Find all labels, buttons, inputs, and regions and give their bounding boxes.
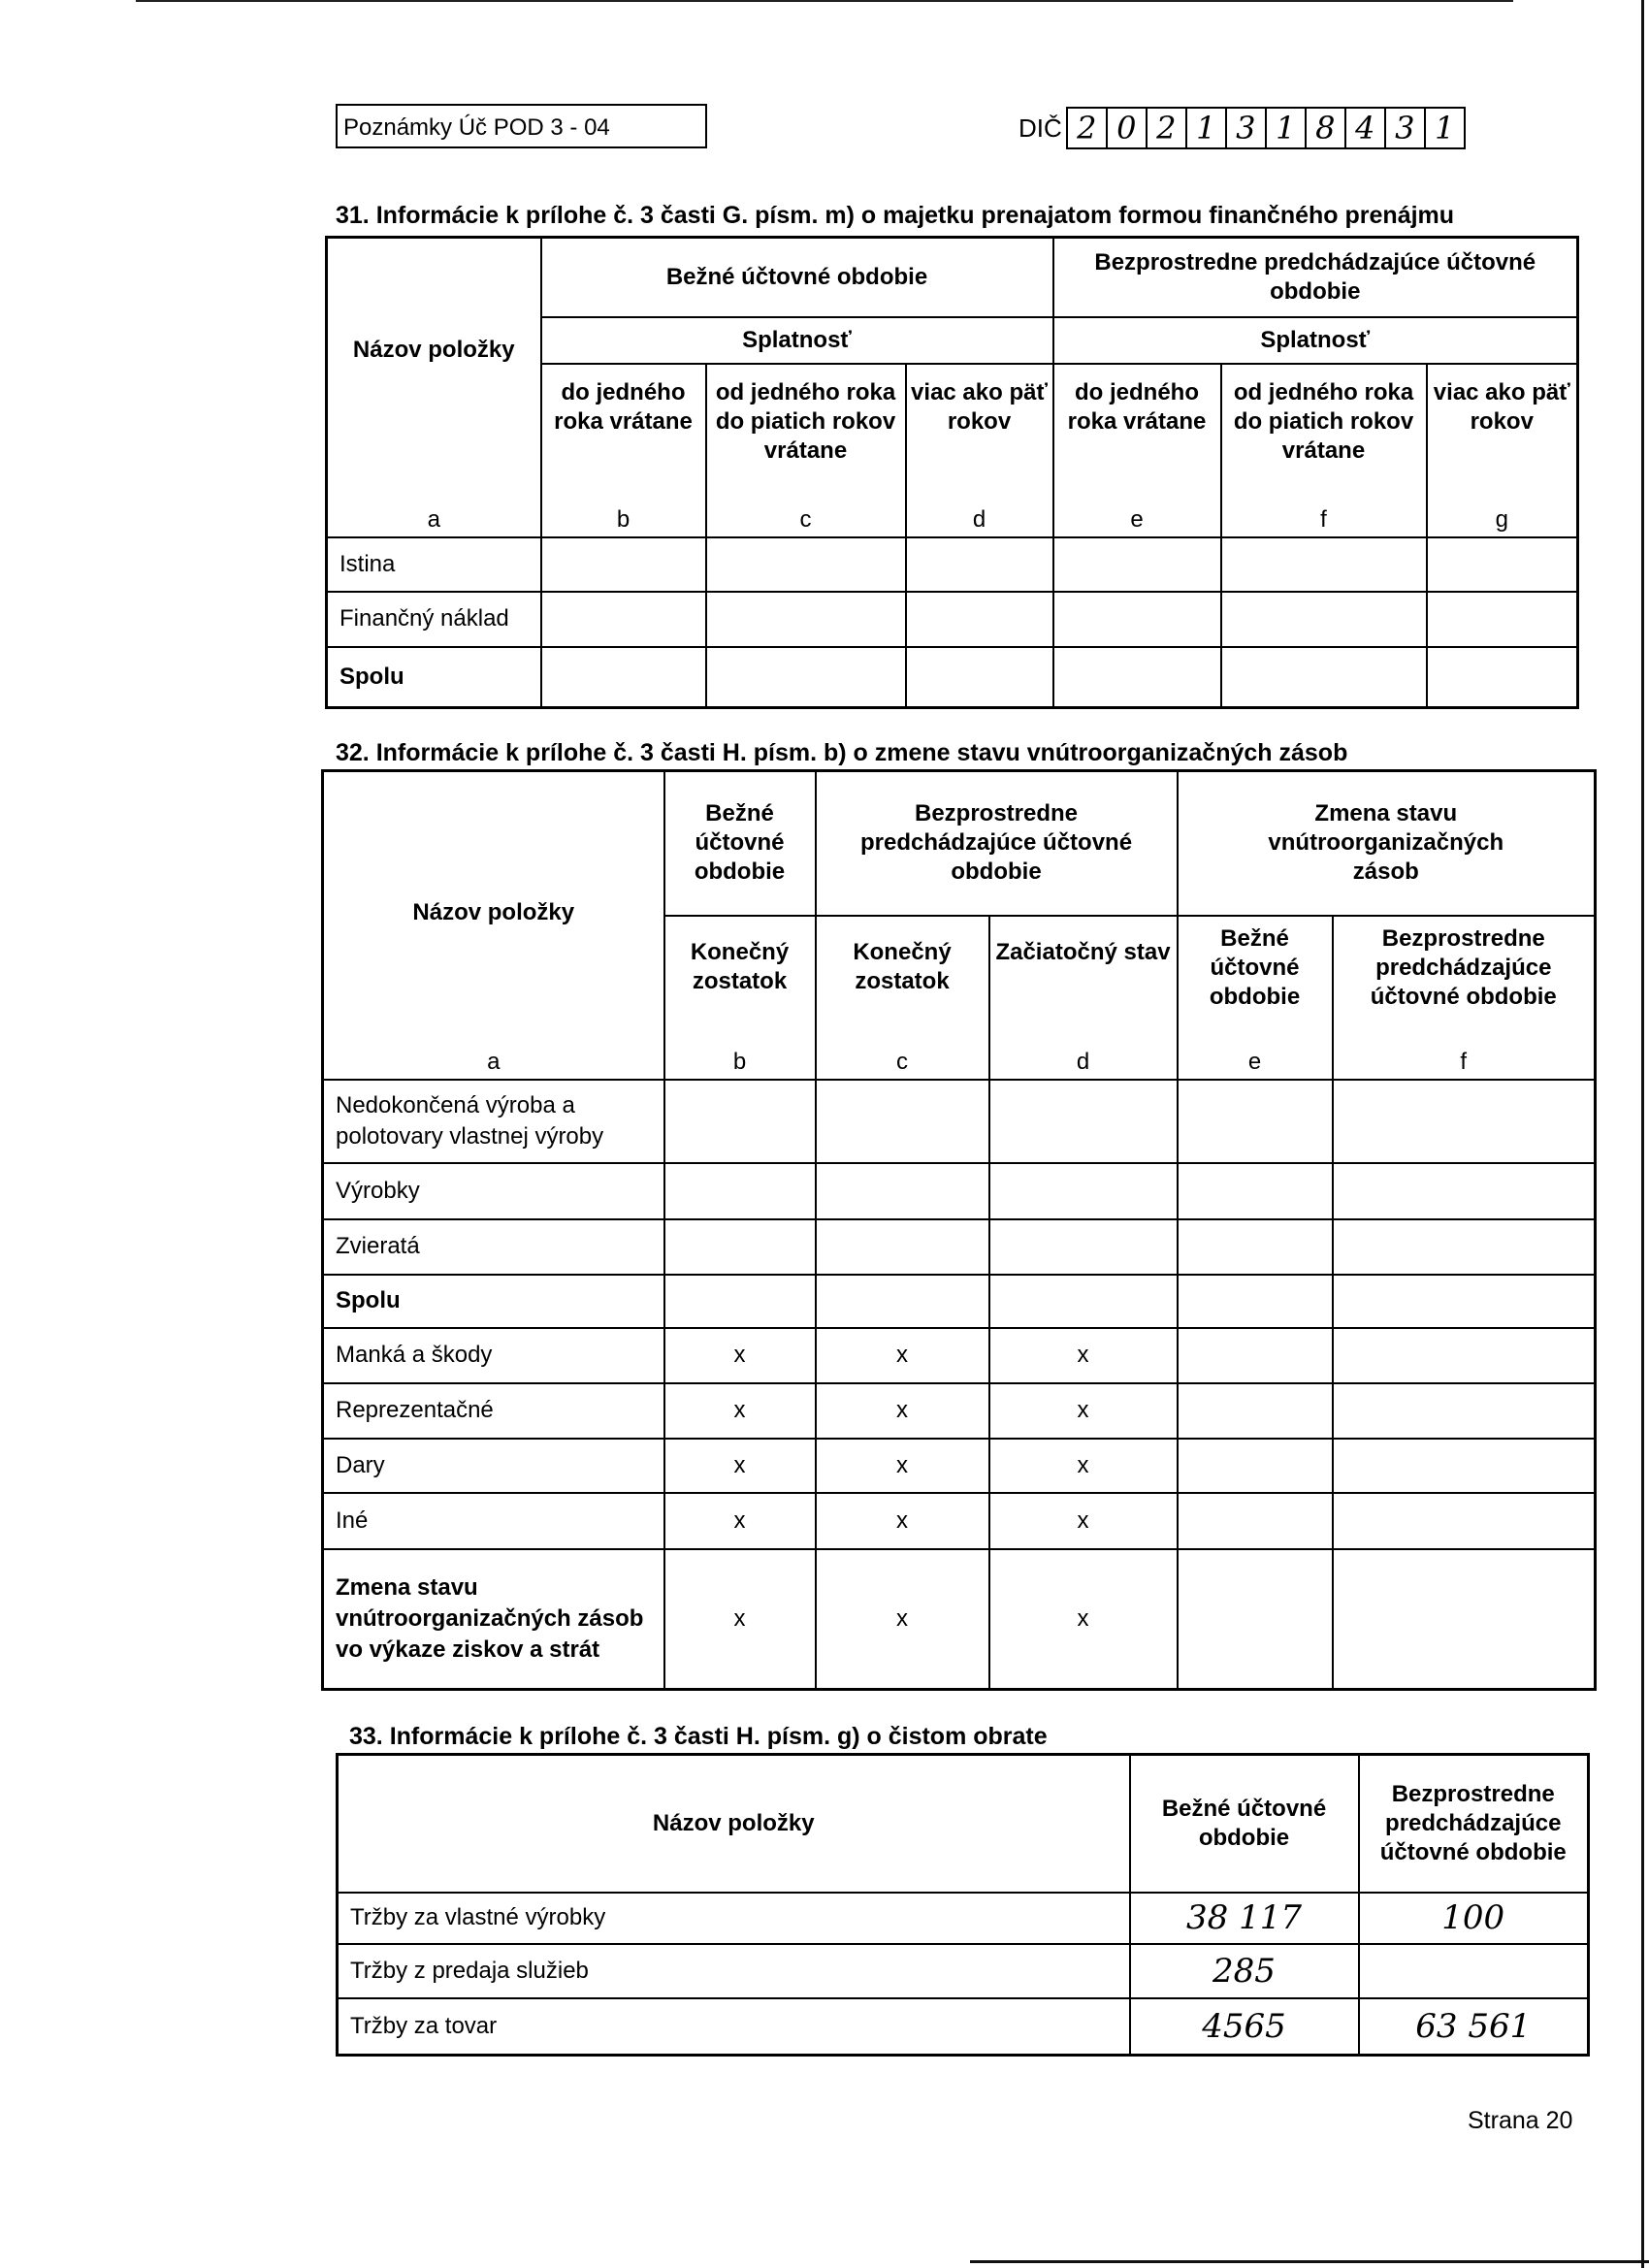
value-cell[interactable] (706, 647, 906, 708)
value-cell[interactable] (1053, 647, 1221, 708)
subheader: Začiatočný stav d (989, 916, 1178, 1080)
row-label: Tržby za vlastné výrobky (338, 1893, 1130, 1944)
current-value[interactable]: 38 117 (1130, 1893, 1359, 1944)
bottom-rule (970, 2260, 1649, 2263)
value-cell[interactable] (1178, 1549, 1333, 1690)
value-cell[interactable] (541, 647, 706, 708)
row-label: Manká a škody (323, 1328, 664, 1383)
section-32-title: 32. Informácie k prílohe č. 3 časti H. písm. b) o zmene stavu vnútroorganizačných zásob (336, 739, 1348, 766)
value-cell[interactable] (989, 1080, 1178, 1163)
maturity-subheader: od jedného roka do piatich rokov vrátane f (1221, 364, 1427, 537)
not-applicable-mark: x (816, 1383, 989, 1439)
row-label: Zmena stavu vnútroorganizačných zásob vo výkaze ziskov a strát (323, 1549, 664, 1690)
maturity-subheader: viac ako päť rokov d (906, 364, 1053, 537)
table-row (327, 647, 1578, 708)
subheader: Bežné účtovné obdobie e (1178, 916, 1333, 1080)
value-cell[interactable] (906, 647, 1053, 708)
row-label: Spolu (327, 647, 541, 708)
table-row (323, 1080, 1596, 1163)
table-row (323, 1275, 1596, 1328)
page-number: Strana 20 (1468, 2107, 1573, 2134)
not-applicable-mark: x (664, 1383, 816, 1439)
current-period-header: Bežné účtovné obdobie (1130, 1755, 1359, 1893)
top-rule (136, 0, 1513, 2)
value-cell[interactable] (1333, 1328, 1596, 1383)
dic-digit: 4 (1344, 107, 1386, 149)
value-cell[interactable] (1427, 592, 1578, 647)
dic-label: DIČ (1018, 113, 1062, 143)
value-cell[interactable] (1053, 592, 1221, 647)
col-name-header: Názov položky (338, 1755, 1130, 1893)
value-cell[interactable] (1178, 1439, 1333, 1493)
table-row (338, 1893, 1589, 1944)
value-cell[interactable] (1221, 537, 1427, 592)
value-cell[interactable] (816, 1275, 989, 1328)
previous-value[interactable]: 63 561 (1359, 1998, 1589, 2056)
value-cell[interactable] (1333, 1275, 1596, 1328)
value-cell[interactable] (1333, 1493, 1596, 1549)
value-cell[interactable] (1333, 1219, 1596, 1275)
value-cell[interactable] (541, 537, 706, 592)
row-label: Reprezentačné (323, 1383, 664, 1439)
value-cell[interactable] (1178, 1493, 1333, 1549)
not-applicable-mark: x (816, 1439, 989, 1493)
col-name-header: Názov položky a (327, 238, 541, 537)
value-cell[interactable] (989, 1219, 1178, 1275)
value-cell[interactable] (1333, 1383, 1596, 1439)
value-cell[interactable] (1178, 1328, 1333, 1383)
dic-digit: 2 (1146, 107, 1187, 149)
not-applicable-mark: x (816, 1493, 989, 1549)
value-cell[interactable] (1221, 592, 1427, 647)
value-cell[interactable] (816, 1163, 989, 1219)
value-cell[interactable] (1178, 1275, 1333, 1328)
value-cell[interactable] (1333, 1549, 1596, 1690)
table-row (323, 1439, 1596, 1493)
table-row (323, 1493, 1596, 1549)
value-cell[interactable] (1333, 1080, 1596, 1163)
dic-digit: 1 (1265, 107, 1307, 149)
value-cell[interactable] (541, 592, 706, 647)
row-label: Tržby za tovar (338, 1998, 1130, 2056)
dic-field (1018, 107, 1466, 149)
current-value[interactable]: 4565 (1130, 1998, 1359, 2056)
row-label: Tržby z predaja služieb (338, 1944, 1130, 1998)
value-cell[interactable] (706, 537, 906, 592)
current-value[interactable]: 285 (1130, 1944, 1359, 1998)
subheader: Konečný zostatok b (664, 916, 816, 1080)
stock-change-header: Zmena stavu vnútroorganizačných zásob (1178, 771, 1596, 916)
col-name-header: Názov položky a (323, 771, 664, 1080)
dic-digit-boxes (1068, 107, 1466, 149)
row-label: Iné (323, 1493, 664, 1549)
previous-period-header: Bezprostredne predchádzajúce účtovné obdobie (1359, 1755, 1589, 1893)
previous-value[interactable]: 100 (1359, 1893, 1589, 1944)
value-cell[interactable] (1178, 1163, 1333, 1219)
dic-digit: 3 (1384, 107, 1426, 149)
value-cell[interactable] (989, 1275, 1178, 1328)
not-applicable-mark: x (989, 1328, 1178, 1383)
maturity-subheader: do jedného roka vrátane e (1053, 364, 1221, 537)
not-applicable-mark: x (989, 1383, 1178, 1439)
value-cell[interactable] (664, 1275, 816, 1328)
value-cell[interactable] (816, 1219, 989, 1275)
row-label: Zvieratá (323, 1219, 664, 1275)
table-row (323, 1219, 1596, 1275)
dic-digit: 1 (1424, 107, 1466, 149)
value-cell[interactable] (1221, 647, 1427, 708)
dic-digit: 3 (1225, 107, 1267, 149)
value-cell[interactable] (1333, 1439, 1596, 1493)
value-cell[interactable] (1178, 1383, 1333, 1439)
previous-period-header: Bezprostredne predchádzajúce účtovné obdobie (1053, 238, 1578, 317)
maturity-subheader: od jedného roka do piatich rokov vrátane c (706, 364, 906, 537)
value-cell[interactable] (1427, 537, 1578, 592)
value-cell[interactable] (1178, 1219, 1333, 1275)
table-31 (325, 236, 1579, 709)
dic-digit: 0 (1106, 107, 1148, 149)
subheader: Konečný zostatok c (816, 916, 989, 1080)
value-cell[interactable] (989, 1163, 1178, 1219)
not-applicable-mark: x (664, 1493, 816, 1549)
not-applicable-mark: x (664, 1439, 816, 1493)
table-row (327, 537, 1578, 592)
scan-edge (1641, 0, 1644, 2268)
table-row (338, 1998, 1589, 2056)
row-label: Spolu (323, 1275, 664, 1328)
not-applicable-mark: x (664, 1328, 816, 1383)
dic-digit: 2 (1066, 107, 1108, 149)
table-33 (336, 1753, 1590, 2057)
value-cell[interactable] (1427, 647, 1578, 708)
dic-digit: 8 (1305, 107, 1346, 149)
subheader: Bezprostredne predchádzajúce účtovné obdobie f (1333, 916, 1596, 1080)
not-applicable-mark: x (816, 1328, 989, 1383)
not-applicable-mark: x (989, 1493, 1178, 1549)
value-cell[interactable] (664, 1080, 816, 1163)
form-label: Poznámky Úč POD 3 - 04 (336, 104, 707, 148)
value-cell[interactable] (906, 592, 1053, 647)
row-label: Dary (323, 1439, 664, 1493)
section-31-title: 31. Informácie k prílohe č. 3 časti G. písm. m) o majetku prenajatom formou finančného prenájmu (336, 202, 1455, 229)
previous-value[interactable] (1359, 1944, 1589, 1998)
current-period-header: Bežné účtovné obdobie (664, 771, 816, 916)
value-cell[interactable] (906, 537, 1053, 592)
table-row (327, 592, 1578, 647)
maturity-header: Splatnosť (541, 317, 1053, 364)
previous-period-header: Bezprostredne predchádzajúce účtovné obdobie (816, 771, 1178, 916)
current-period-header: Bežné účtovné obdobie (541, 238, 1053, 317)
value-cell[interactable] (1333, 1163, 1596, 1219)
maturity-subheader: viac ako päť rokov g (1427, 364, 1578, 537)
maturity-header: Splatnosť (1053, 317, 1578, 364)
row-label: Výrobky (323, 1163, 664, 1219)
not-applicable-mark: x (989, 1439, 1178, 1493)
value-cell[interactable] (1053, 537, 1221, 592)
table-row (323, 1163, 1596, 1219)
table-row (338, 1944, 1589, 1998)
value-cell[interactable] (664, 1163, 816, 1219)
table-32 (321, 769, 1597, 1691)
row-label: Istina (327, 537, 541, 592)
row-label: Finančný náklad (327, 592, 541, 647)
row-label: Nedokončená výroba a polotovary vlastnej výroby (323, 1080, 664, 1163)
table-row (323, 1328, 1596, 1383)
section-33-title: 33. Informácie k prílohe č. 3 časti H. písm. g) o čistom obrate (349, 1723, 1048, 1750)
not-applicable-mark: x (816, 1549, 989, 1690)
value-cell[interactable] (664, 1219, 816, 1275)
value-cell[interactable] (706, 592, 906, 647)
maturity-subheader: do jedného roka vrátane b (541, 364, 706, 537)
table-row (323, 1383, 1596, 1439)
not-applicable-mark: x (989, 1549, 1178, 1690)
value-cell[interactable] (1178, 1080, 1333, 1163)
dic-digit: 1 (1185, 107, 1227, 149)
value-cell[interactable] (816, 1080, 989, 1163)
not-applicable-mark: x (664, 1549, 816, 1690)
table-row (323, 1549, 1596, 1690)
